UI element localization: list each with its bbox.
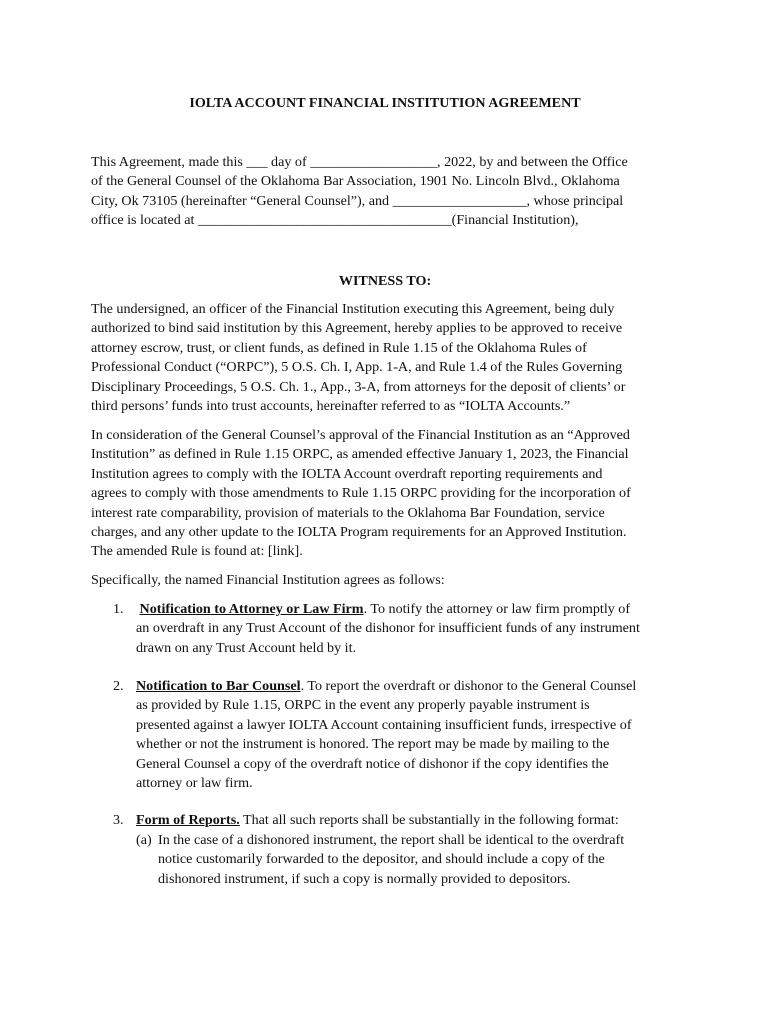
text-line: General Counsel a copy of the overdraft notice of dishonor if the copy identifies the: [136, 755, 609, 772]
item-first-line: [136, 811, 696, 830]
item-body: [136, 811, 696, 830]
text-line: In the case of a dishonored instrument, the report shall be identical to the overdraft: [158, 832, 625, 848]
text-line: Disciplinary Proceedings, 5 O.S. Ch. 1., App., 3-A, from attorneys for the deposit of clients’ or: [91, 378, 626, 395]
recital-paragraph: [91, 300, 681, 416]
text-line: authorized to bind said institution by this Agreement, hereby applies to be approved to receive: [91, 320, 623, 337]
text-line: Institution” as defined in Rule 1.15 ORPC, as amended effective January 1, 2023, the Financial: [91, 446, 629, 463]
sub-item-body: [158, 831, 624, 889]
text-line: agrees to comply with those amendments to Rule 1.15 ORPC providing for the incorporation of: [91, 485, 631, 502]
item-body: [136, 600, 696, 658]
text-line: Professional Conduct (“ORPC”), 5 O.S. Ch. I, App. 1-A, and Rule 1.4 of the Rules Governing: [91, 359, 623, 376]
text-line: attorney or law firm.: [136, 775, 253, 792]
specifically-paragraph: Specifically, the named Financial Institution agrees as follows:: [91, 572, 445, 588]
text-line: The undersigned, an officer of the Financial Institution executing this Agreement, being duly: [91, 301, 615, 317]
text-line: Institution agrees to comply with the IOLTA Account overdraft reporting requirements and: [91, 465, 603, 482]
text-line: charges, and any other update to the IOLTA Program requirements for an Approved Institution.: [91, 524, 627, 541]
text-line: In consideration of the General Counsel’s approval of the Financial Institution as an “Approved: [91, 427, 630, 443]
text-line: presented against a lawyer IOLTA Account containing insufficient funds, irrespective of: [136, 716, 632, 733]
item-first-line: [136, 600, 696, 619]
document-title: IOLTA ACCOUNT FINANCIAL INSTITUTION AGREEMENT: [189, 95, 581, 111]
item-body: [136, 677, 696, 793]
sub-item-label: (a): [136, 832, 152, 848]
item-number: 3.: [113, 812, 124, 828]
text-line: drawn on any Trust Account held by it.: [136, 639, 357, 656]
text-line: as provided by Rule 1.15, ORPC in the event any properly payable instrument is: [136, 697, 590, 714]
item-heading: Notification to Bar Counsel: [136, 678, 301, 694]
item-first-line-rest: . To notify the attorney or law firm promptly of: [363, 601, 631, 617]
text-line: This Agreement, made this ___ day of __________________, 2022, by and between the Office: [91, 154, 628, 170]
item-heading: Form of Reports.: [136, 812, 240, 828]
intro-paragraph: [91, 153, 681, 231]
item-first-line-rest: That all such reports shall be substantially in the following format:: [239, 812, 619, 828]
consideration-paragraph: [91, 426, 681, 562]
text-line: whether or not the instrument is honored. The report may be made by mailing to the: [136, 736, 610, 753]
text-line: an overdraft in any Trust Account of the dishonor for insufficient funds of any instrument: [136, 620, 640, 637]
item-number: 1.: [113, 601, 124, 617]
text-line: office is located at ____________________________________(Financial Institution),: [91, 212, 579, 229]
text-line: dishonored instrument, if such a copy is normally provided to depositors.: [158, 870, 571, 887]
item-first-line-rest: . To report the overdraft or dishonor to the General Counsel: [300, 678, 637, 694]
text-line: third persons’ funds into trust accounts, hereinafter referred to as “IOLTA Accounts.”: [91, 398, 571, 415]
text-line: City, Ok 73105 (hereinafter “General Counsel”), and ___________________, whose principal: [91, 192, 624, 209]
item-first-line: [136, 677, 696, 696]
text-line: The amended Rule is found at: [link].: [91, 543, 303, 560]
text-line: attorney escrow, trust, or client funds, as defined in Rule 1.15 of the Oklahoma Rules of: [91, 339, 587, 356]
witness-heading: WITNESS TO:: [338, 273, 432, 289]
text-line: of the General Counsel of the Oklahoma Bar Association, 1901 No. Lincoln Blvd., Oklahoma: [91, 173, 620, 190]
item-heading: Notification to Attorney or Law Firm: [139, 601, 364, 617]
text-line: notice customarily forwarded to the depositor, and should include a copy of the: [158, 851, 605, 868]
text-line: interest rate comparability, provision of materials to the Oklahoma Bar Foundation, service: [91, 504, 605, 521]
item-number: 2.: [113, 678, 124, 694]
